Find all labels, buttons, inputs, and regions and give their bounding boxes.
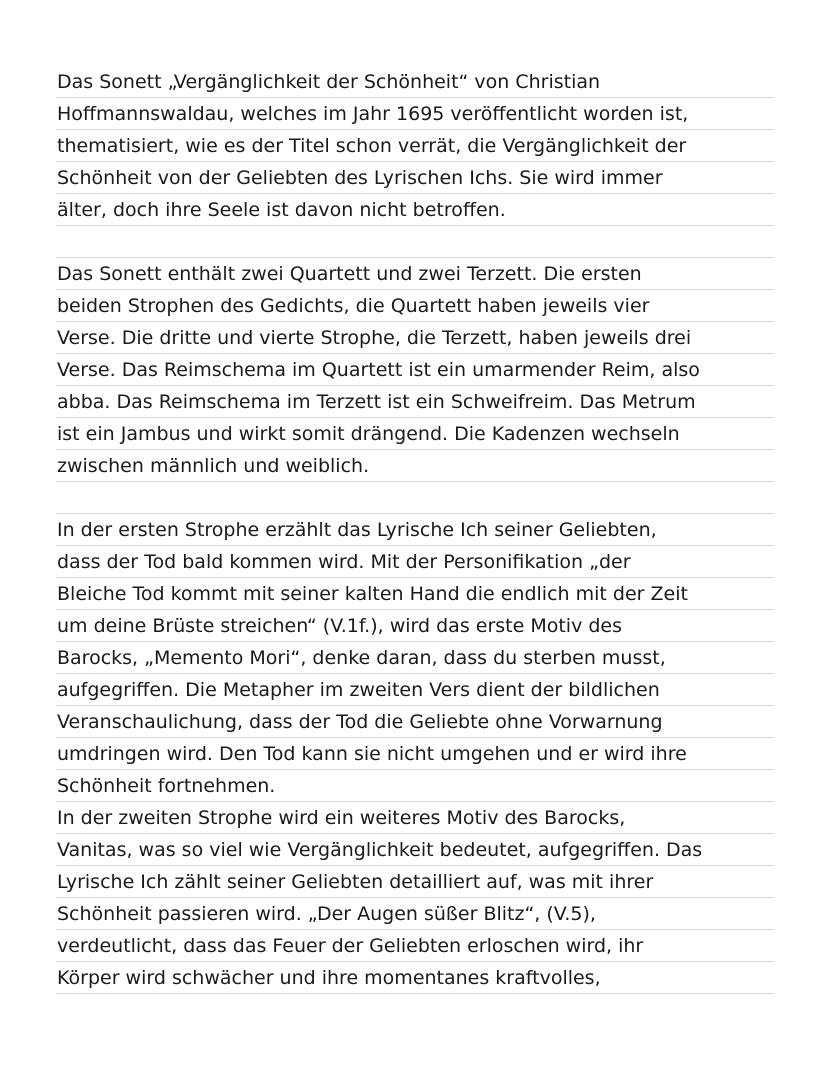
ruled-text-block [56, 66, 774, 994]
text-line: älter, doch ihre Seele ist davon nicht betroffen. [56, 194, 774, 226]
text-line: beiden Strophen des Gedichts, die Quartett haben jeweils vier [56, 290, 774, 322]
text-line: Vanitas, was so viel wie Vergänglichkeit bedeutet, aufgegriffen. Das [56, 834, 774, 866]
text-line: Das Sonett enthält zwei Quartett und zwei Terzett. Die ersten [56, 258, 774, 290]
text-line: Lyrische Ich zählt seiner Geliebten detailliert auf, was mit ihrer [56, 866, 774, 898]
text-line: Barocks, „Memento Mori“, denke daran, dass du sterben musst, [56, 642, 774, 674]
text-line: Veranschaulichung, dass der Tod die Geliebte ohne Vorwarnung [56, 706, 774, 738]
text-line: Verse. Das Reimschema im Quartett ist ein umarmender Reim, also [56, 354, 774, 386]
text-line: thematisiert, wie es der Titel schon verrät, die Vergänglichkeit der [56, 130, 774, 162]
text-line: ist ein Jambus und wirkt somit drängend. Die Kadenzen wechseln [56, 418, 774, 450]
text-line: abba. Das Reimschema im Terzett ist ein Schweifreim. Das Metrum [56, 386, 774, 418]
text-line: Das Sonett „Vergänglichkeit der Schönheit“ von Christian [56, 66, 774, 98]
text-line: Bleiche Tod kommt mit seiner kalten Hand die endlich mit der Zeit [56, 578, 774, 610]
text-line: verdeutlicht, dass das Feuer der Geliebten erloschen wird, ihr [56, 930, 774, 962]
blank-ruled-line [56, 482, 774, 514]
text-line: In der zweiten Strophe wird ein weiteres Motiv des Barocks, [56, 802, 774, 834]
blank-ruled-line [56, 226, 774, 258]
text-line: dass der Tod bald kommen wird. Mit der Personifikation „der [56, 546, 774, 578]
text-line: In der ersten Strophe erzählt das Lyrische Ich seiner Geliebten, [56, 514, 774, 546]
text-line: Verse. Die dritte und vierte Strophe, die Terzett, haben jeweils drei [56, 322, 774, 354]
text-line: Hoffmannswaldau, welches im Jahr 1695 veröffentlicht worden ist, [56, 98, 774, 130]
text-line: aufgegriffen. Die Metapher im zweiten Vers dient der bildlichen [56, 674, 774, 706]
text-line: umdringen wird. Den Tod kann sie nicht umgehen und er wird ihre [56, 738, 774, 770]
text-line: um deine Brüste streichen“ (V.1f.), wird das erste Motiv des [56, 610, 774, 642]
text-line: zwischen männlich und weiblich. [56, 450, 774, 482]
text-line: Schönheit fortnehmen. [56, 770, 774, 802]
text-line: Körper wird schwächer und ihre momentanes kraftvolles, [56, 962, 774, 994]
text-line: Schönheit von der Geliebten des Lyrischen Ichs. Sie wird immer [56, 162, 774, 194]
text-line: Schönheit passieren wird. „Der Augen süßer Blitz“, (V.5), [56, 898, 774, 930]
